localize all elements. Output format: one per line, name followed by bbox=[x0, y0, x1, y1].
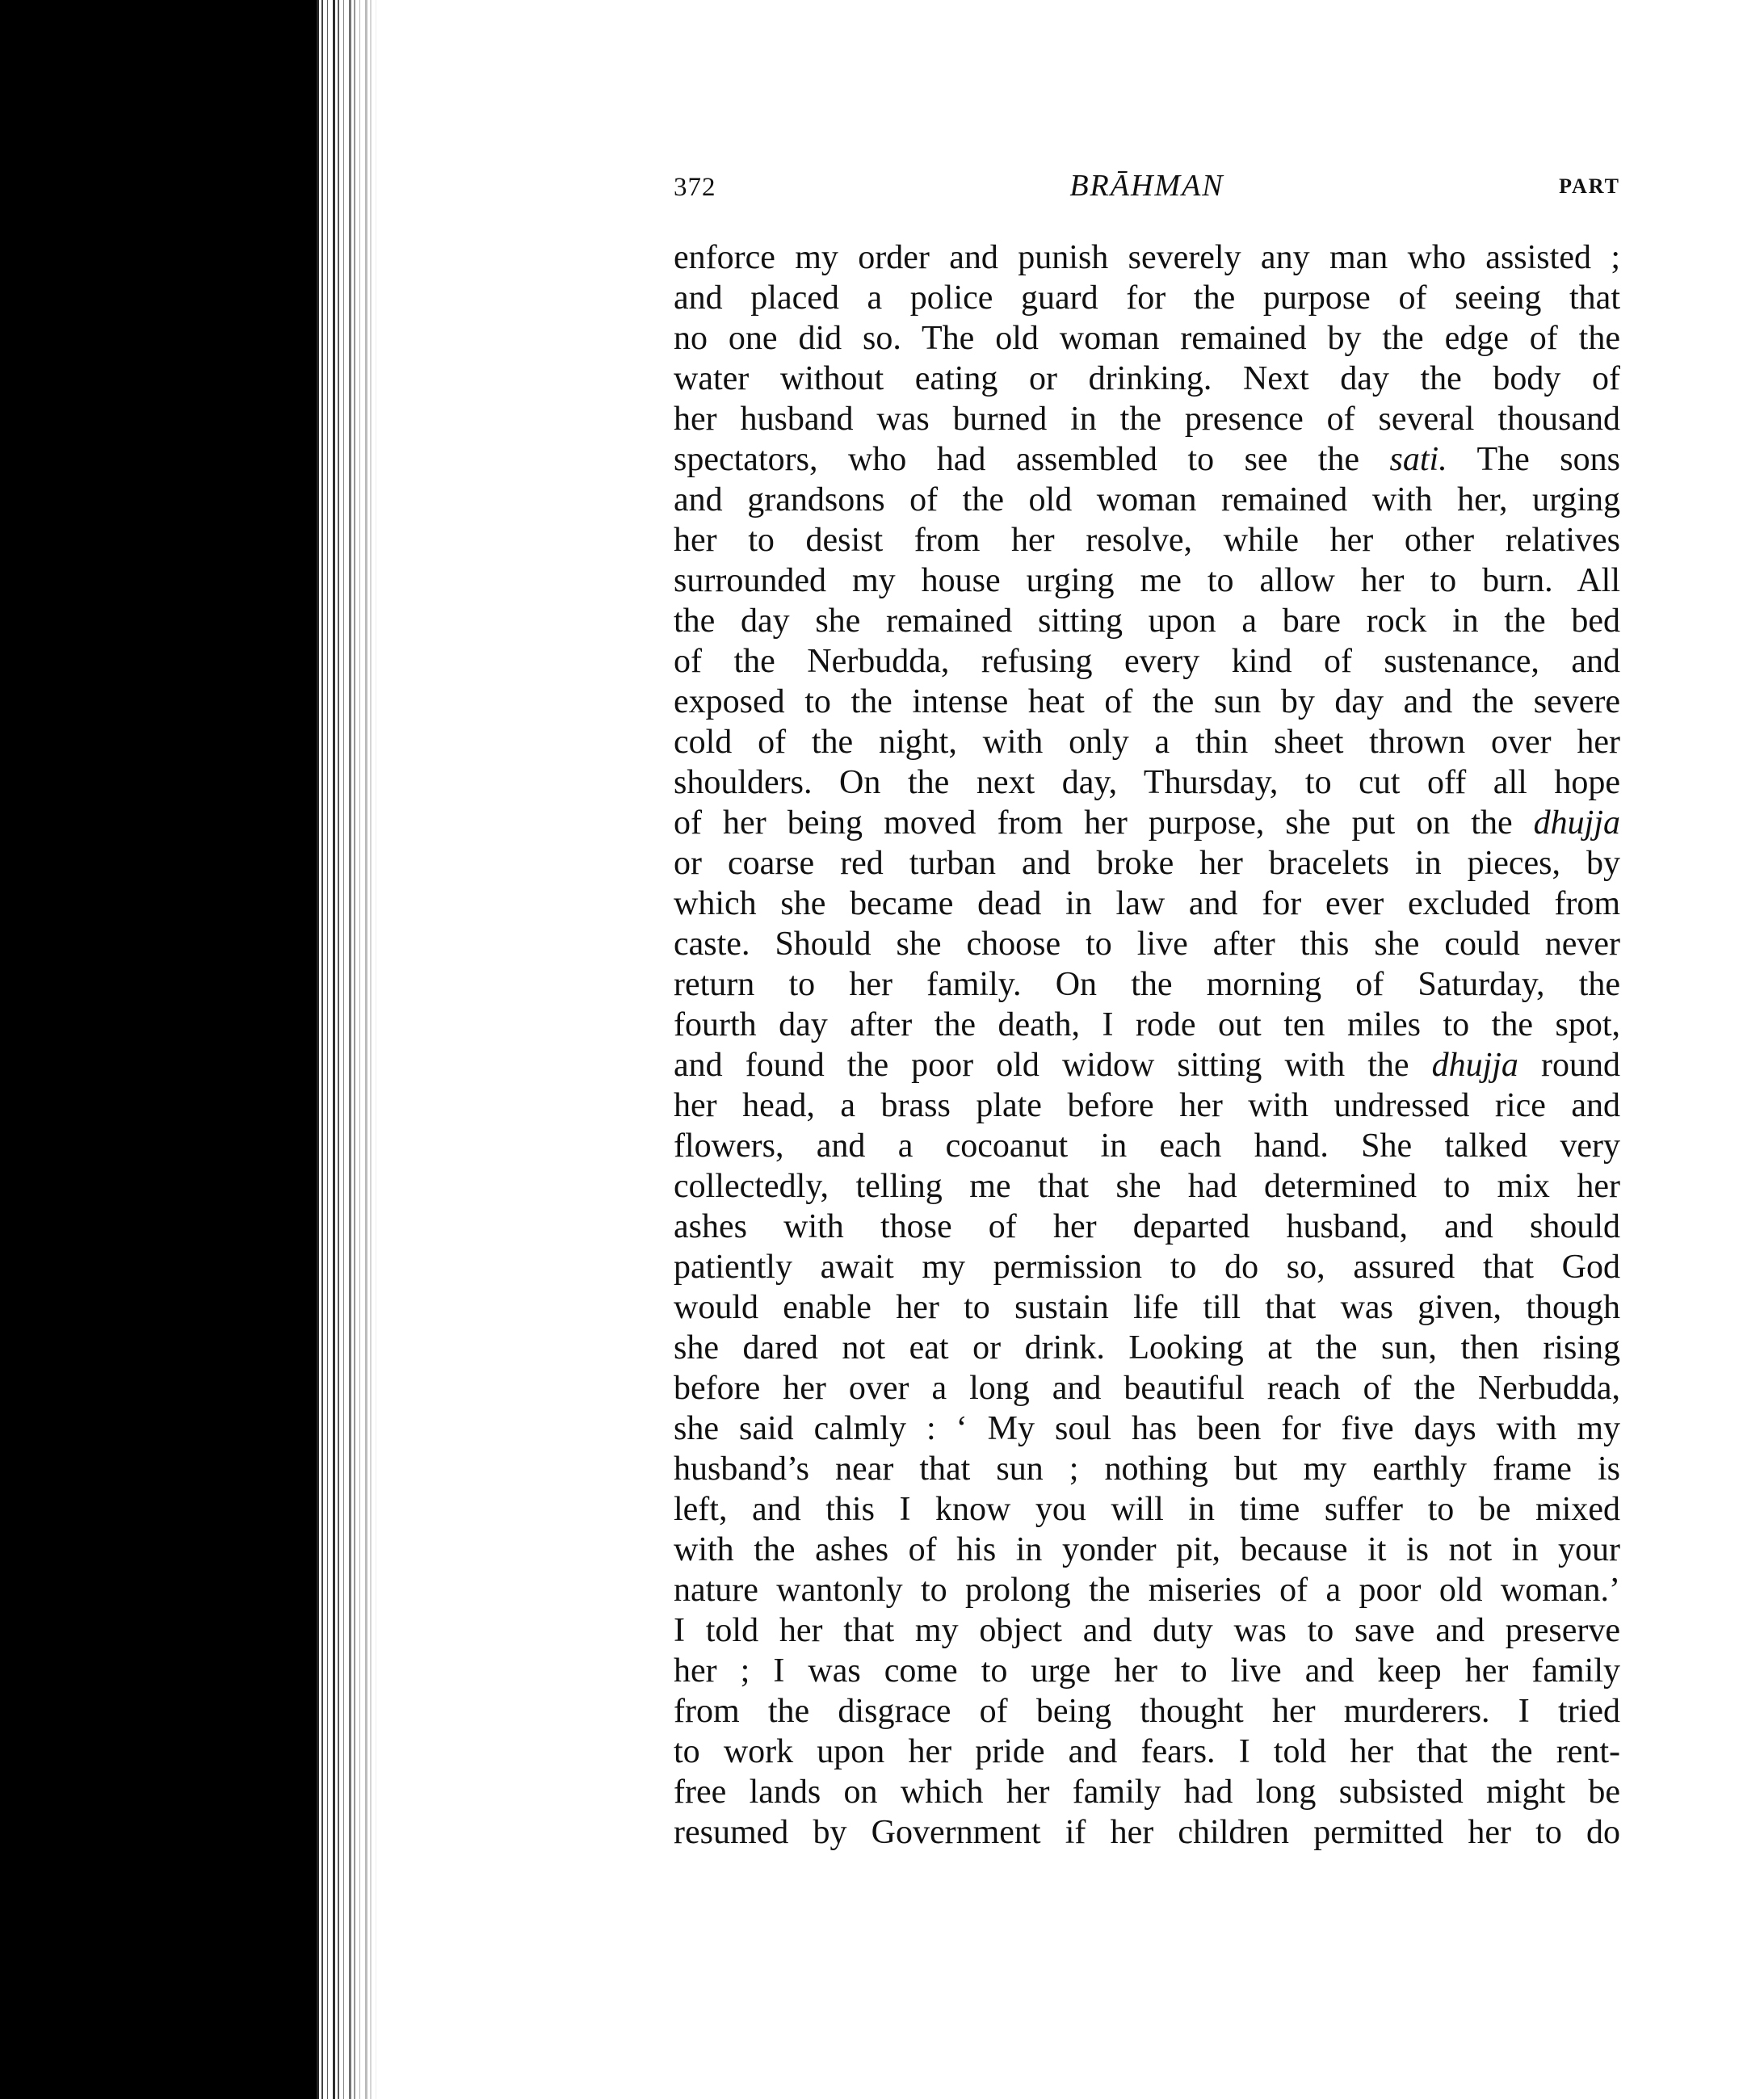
text-line bbox=[674, 439, 1620, 480]
text-line bbox=[674, 843, 1620, 884]
text-segment: of the Nerbudda, refusing every kind of sustenance, and bbox=[674, 643, 1620, 680]
book-page bbox=[674, 162, 1620, 1853]
text-line bbox=[674, 884, 1620, 924]
text-segment: no one did so. The old woman remained by the edge of the bbox=[674, 320, 1620, 357]
text-line bbox=[674, 682, 1620, 722]
text-segment: collectedly, telling me that she had determined to mix her bbox=[674, 1168, 1620, 1205]
text-segment: water without eating or drinking. Next day the body of bbox=[674, 360, 1620, 397]
text-segment: patiently await my permission to do so, assured that God bbox=[674, 1249, 1620, 1286]
text-line bbox=[674, 722, 1620, 762]
text-segment: the day she remained sitting upon a bare rock in the bed bbox=[674, 602, 1620, 640]
text-line bbox=[674, 1368, 1620, 1408]
text-line bbox=[674, 601, 1620, 641]
text-line bbox=[674, 237, 1620, 278]
text-line bbox=[674, 480, 1620, 520]
text-segment: I told her that my object and duty was to save and preserve bbox=[674, 1612, 1620, 1649]
text-segment: The sons bbox=[1447, 441, 1620, 478]
text-segment: before her over a long and beautiful reach of the Nerbudda, bbox=[674, 1370, 1620, 1407]
text-line bbox=[674, 318, 1620, 359]
text-segment: with the ashes of his in yonder pit, because it is not in your bbox=[674, 1531, 1620, 1568]
text-line bbox=[674, 1610, 1620, 1651]
text-line bbox=[674, 924, 1620, 964]
text-line bbox=[674, 1570, 1620, 1610]
page-number: 372 bbox=[674, 173, 716, 202]
gutter-fade bbox=[333, 0, 381, 2099]
text-line bbox=[674, 278, 1620, 318]
text-line bbox=[674, 1085, 1620, 1126]
text-line bbox=[674, 1005, 1620, 1045]
text-segment: flowers, and a cocoanut in each hand. She talked very bbox=[674, 1127, 1620, 1165]
text-segment: surrounded my house urging me to allow her to burn. All bbox=[674, 562, 1620, 599]
text-line bbox=[674, 1287, 1620, 1328]
text-segment: would enable her to sustain life till that was given, though bbox=[674, 1289, 1620, 1326]
text-line bbox=[674, 1489, 1620, 1530]
part-label: PART bbox=[1559, 174, 1620, 198]
text-line bbox=[674, 1651, 1620, 1691]
text-line bbox=[674, 1530, 1620, 1570]
text-segment: round bbox=[1518, 1047, 1620, 1084]
text-line bbox=[674, 1812, 1620, 1853]
text-segment: exposed to the intense heat of the sun by day and the severe bbox=[674, 683, 1620, 720]
text-segment: her to desist from her resolve, while her other relatives bbox=[674, 522, 1620, 559]
text-line bbox=[674, 1166, 1620, 1207]
text-line bbox=[674, 560, 1620, 601]
italic-term: sati. bbox=[1389, 441, 1447, 478]
text-segment: cold of the night, with only a thin sheet thrown over her bbox=[674, 724, 1620, 761]
book-spine-shadow bbox=[0, 0, 317, 2099]
text-segment: fourth day after the death, I rode out ten miles to the spot, bbox=[674, 1006, 1620, 1043]
text-segment: shoulders. On the next day, Thursday, to cut off all hope bbox=[674, 764, 1620, 801]
text-line bbox=[674, 1732, 1620, 1772]
running-title: BRĀHMAN bbox=[1069, 169, 1224, 203]
text-segment: and found the poor old widow sitting with the bbox=[674, 1047, 1432, 1084]
text-segment: and grandsons of the old woman remained with her, urging bbox=[674, 481, 1620, 518]
text-line bbox=[674, 1691, 1620, 1732]
text-line bbox=[674, 1045, 1620, 1085]
text-line bbox=[674, 399, 1620, 439]
text-segment: spectators, who had assembled to see the bbox=[674, 441, 1390, 478]
body-text bbox=[674, 237, 1620, 1853]
text-segment: left, and this I know you will in time suffer to be mixed bbox=[674, 1491, 1620, 1528]
text-segment: she dared not eat or drink. Looking at the sun, then rising bbox=[674, 1329, 1620, 1366]
text-segment: nature wantonly to prolong the miseries of a poor old woman.’ bbox=[674, 1572, 1620, 1609]
text-segment: to work upon her pride and fears. I told her that the rent- bbox=[674, 1733, 1620, 1770]
text-segment: of her being moved from her purpose, she put on the bbox=[674, 804, 1534, 842]
text-line bbox=[674, 1449, 1620, 1489]
text-line bbox=[674, 359, 1620, 399]
text-line bbox=[674, 964, 1620, 1005]
text-segment: her husband was burned in the presence of several thousand bbox=[674, 401, 1620, 438]
text-line bbox=[674, 1408, 1620, 1449]
text-line bbox=[674, 1126, 1620, 1166]
text-segment: her ; I was come to urge her to live and keep her family bbox=[674, 1652, 1620, 1690]
text-segment: resumed by Government if her children permitted her to do bbox=[674, 1814, 1620, 1851]
text-segment: or coarse red turban and broke her bracelets in pieces, by bbox=[674, 845, 1620, 882]
text-segment: enforce my order and punish severely any man who assisted ; bbox=[674, 239, 1620, 276]
text-line bbox=[674, 1772, 1620, 1812]
text-segment: her head, a brass plate before her with undressed rice and bbox=[674, 1087, 1620, 1124]
text-line bbox=[674, 1207, 1620, 1247]
italic-term: dhujja bbox=[1431, 1047, 1518, 1084]
italic-term: dhujja bbox=[1533, 804, 1620, 842]
text-segment: ashes with those of her departed husband, and should bbox=[674, 1208, 1620, 1245]
text-segment: husband’s near that sun ; nothing but my earthly frame is bbox=[674, 1450, 1620, 1488]
text-segment: which she became dead in law and for ever excluded from bbox=[674, 885, 1620, 922]
text-line bbox=[674, 520, 1620, 560]
text-line bbox=[674, 803, 1620, 843]
text-line bbox=[674, 641, 1620, 682]
text-segment: and placed a police guard for the purpose of seeing that bbox=[674, 279, 1620, 317]
text-segment: she said calmly : ‘ My soul has been for five days with my bbox=[674, 1410, 1620, 1447]
text-segment: from the disgrace of being thought her murderers. I tried bbox=[674, 1693, 1620, 1730]
text-line bbox=[674, 762, 1620, 803]
text-segment: return to her family. On the morning of Saturday, the bbox=[674, 966, 1620, 1003]
text-line bbox=[674, 1247, 1620, 1287]
text-line bbox=[674, 1328, 1620, 1368]
text-segment: caste. Should she choose to live after this she could never bbox=[674, 926, 1620, 963]
text-segment: free lands on which her family had long subsisted might be bbox=[674, 1774, 1620, 1811]
running-head bbox=[674, 162, 1620, 210]
